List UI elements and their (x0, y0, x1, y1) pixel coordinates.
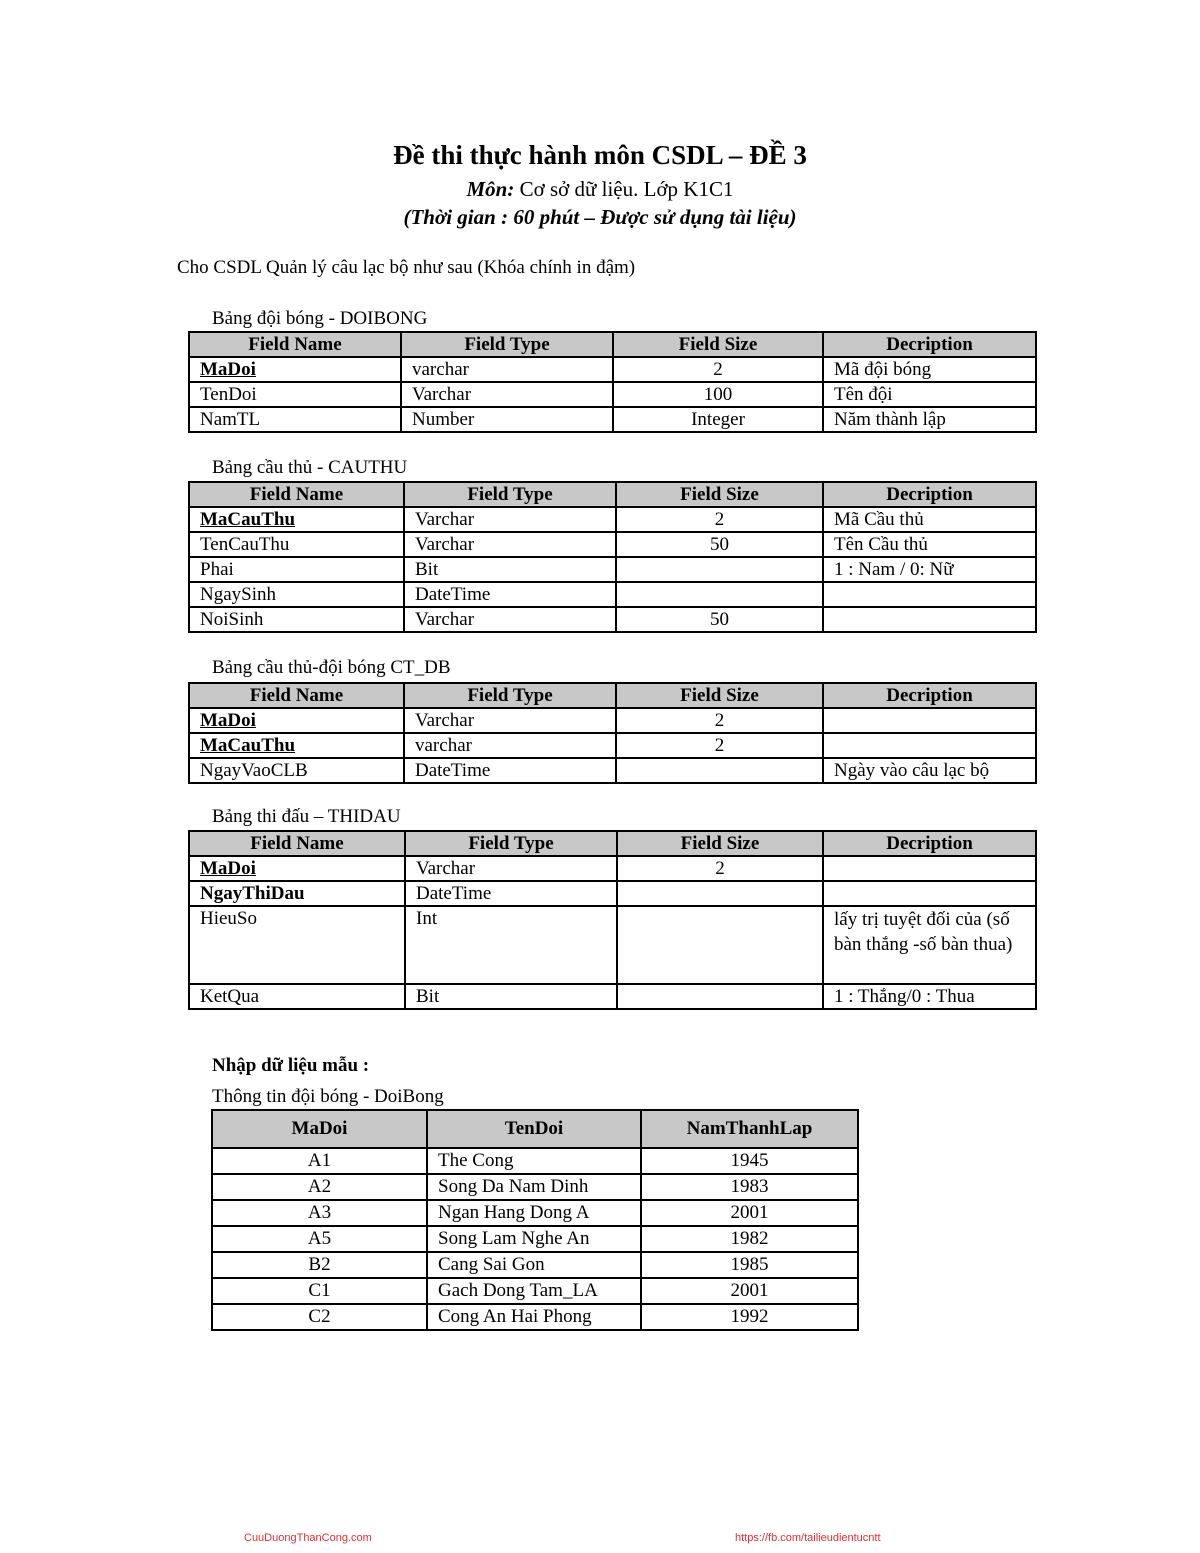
column-header: Field Type (404, 482, 616, 507)
field-size: 2 (616, 733, 823, 758)
field-description (823, 881, 1036, 906)
field-type: Varchar (404, 532, 616, 557)
column-header: Field Type (405, 831, 617, 856)
table-row (189, 881, 1036, 906)
field-name: MaCauThu (189, 733, 404, 758)
table-row (212, 1148, 858, 1174)
field-description: Mã Cầu thủ (823, 507, 1036, 532)
table-row (189, 557, 1036, 582)
field-type: Bit (404, 557, 616, 582)
team-name: Gach Dong Tam_LA (427, 1278, 641, 1304)
table-row (189, 708, 1036, 733)
field-size: 2 (616, 708, 823, 733)
field-type: Number (401, 407, 613, 432)
column-header: Decription (823, 831, 1036, 856)
schema-table-cauthu (188, 481, 1037, 633)
header-row (212, 1110, 858, 1148)
intro-text: Cho CSDL Quản lý câu lạc bộ như sau (Khóa chính in đậm) (177, 257, 636, 278)
team-code: A2 (212, 1174, 427, 1200)
founded-year: 2001 (641, 1278, 858, 1304)
field-description: 1 : Thắng/0 : Thua (823, 984, 1036, 1009)
header-row (189, 332, 1036, 357)
field-description: Tên đội (823, 382, 1036, 407)
column-header: Field Name (189, 332, 401, 357)
table-row (189, 758, 1036, 783)
field-description: 1 : Nam / 0: Nữ (823, 557, 1036, 582)
field-name: HieuSo (189, 906, 405, 984)
team-code: B2 (212, 1252, 427, 1278)
field-name: Phai (189, 557, 404, 582)
field-description (823, 607, 1036, 632)
field-size: Integer (613, 407, 823, 432)
field-size: 100 (613, 382, 823, 407)
field-size: 2 (613, 357, 823, 382)
field-size: 50 (616, 607, 823, 632)
team-code: A3 (212, 1200, 427, 1226)
column-header: Field Type (401, 332, 613, 357)
team-code: A1 (212, 1148, 427, 1174)
field-type: Varchar (404, 708, 616, 733)
column-header: NamThanhLap (641, 1110, 858, 1148)
field-name: MaCauThu (189, 507, 404, 532)
founded-year: 1982 (641, 1226, 858, 1252)
column-header: Field Size (616, 683, 823, 708)
field-name: NgaySinh (189, 582, 404, 607)
table-row (189, 733, 1036, 758)
header-row (189, 482, 1036, 507)
field-name: TenCauThu (189, 532, 404, 557)
team-code: C1 (212, 1278, 427, 1304)
subtitle (0, 177, 1200, 202)
column-header: Decription (823, 332, 1036, 357)
team-name: Song Lam Nghe An (427, 1226, 641, 1252)
sample-table-doibong (211, 1109, 859, 1331)
field-type: varchar (401, 357, 613, 382)
table-caption-doibong: Bảng đội bóng - DOIBONG (212, 308, 428, 329)
column-header: TenDoi (427, 1110, 641, 1148)
table-caption-thidau: Bảng thi đấu – THIDAU (212, 806, 401, 827)
field-description: Ngày vào câu lạc bộ (823, 758, 1036, 783)
table-row (212, 1174, 858, 1200)
header-row (189, 831, 1036, 856)
footer-right-link[interactable]: https://fb.com/tailieudientucntt (735, 1532, 881, 1544)
table-caption-ct-db: Bảng cầu thủ-đội bóng CT_DB (212, 657, 451, 678)
column-header: Field Name (189, 831, 405, 856)
field-name: TenDoi (189, 382, 401, 407)
column-header: MaDoi (212, 1110, 427, 1148)
table-row (189, 357, 1036, 382)
column-header: Decription (823, 683, 1036, 708)
column-header: Field Size (617, 831, 823, 856)
header-row (189, 683, 1036, 708)
field-type: Varchar (404, 607, 616, 632)
subject-text: Cơ sở dữ liệu. Lớp K1C1 (514, 177, 734, 201)
team-code: A5 (212, 1226, 427, 1252)
subject-label: Môn: (466, 177, 515, 201)
field-size: 2 (617, 856, 823, 881)
field-size (617, 881, 823, 906)
schema-table-thidau (188, 830, 1037, 1010)
table-row (189, 507, 1036, 532)
field-description: Năm thành lập (823, 407, 1036, 432)
field-name: MaDoi (189, 856, 405, 881)
field-size (617, 984, 823, 1009)
field-type: DateTime (404, 758, 616, 783)
founded-year: 2001 (641, 1200, 858, 1226)
field-name: MaDoi (189, 708, 404, 733)
field-name: NgayVaoCLB (189, 758, 404, 783)
field-size (616, 582, 823, 607)
field-description (823, 856, 1036, 881)
table-row (212, 1252, 858, 1278)
team-name: Cong An Hai Phong (427, 1304, 641, 1330)
field-description (823, 708, 1036, 733)
field-size (616, 758, 823, 783)
field-size (617, 906, 823, 984)
field-type: Int (405, 906, 617, 984)
column-header: Field Name (189, 683, 404, 708)
table-row (189, 984, 1036, 1009)
founded-year: 1992 (641, 1304, 858, 1330)
column-header: Field Size (613, 332, 823, 357)
team-name: The Cong (427, 1148, 641, 1174)
field-size: 2 (616, 507, 823, 532)
column-header: Field Type (404, 683, 616, 708)
field-type: Varchar (405, 856, 617, 881)
field-type: varchar (404, 733, 616, 758)
table-row (189, 532, 1036, 557)
team-name: Ngan Hang Dong A (427, 1200, 641, 1226)
field-size (616, 557, 823, 582)
field-description (823, 733, 1036, 758)
table-row (189, 407, 1036, 432)
schema-table-doibong (188, 331, 1037, 433)
founded-year: 1985 (641, 1252, 858, 1278)
table-row (189, 582, 1036, 607)
table-row (212, 1200, 858, 1226)
table-row (189, 906, 1036, 984)
field-type: Varchar (401, 382, 613, 407)
field-size: 50 (616, 532, 823, 557)
field-name: NamTL (189, 407, 401, 432)
footer-left-text: CuuDuongThanCong.com (244, 1532, 372, 1544)
field-type: DateTime (404, 582, 616, 607)
column-header: Field Size (616, 482, 823, 507)
column-header: Decription (823, 482, 1036, 507)
field-description (823, 582, 1036, 607)
table-row (212, 1304, 858, 1330)
table-row (189, 856, 1036, 881)
column-header: Field Name (189, 482, 404, 507)
field-description: lấy trị tuyệt đối của (số bàn thắng -số bàn thua) (823, 906, 1036, 984)
team-name: Cang Sai Gon (427, 1252, 641, 1278)
field-type: DateTime (405, 881, 617, 906)
field-name: MaDoi (189, 357, 401, 382)
field-name: NoiSinh (189, 607, 404, 632)
field-name: KetQua (189, 984, 405, 1009)
sample-table-caption: Thông tin đội bóng - DoiBong (212, 1086, 444, 1107)
table-row (189, 607, 1036, 632)
field-description: Tên Cầu thủ (823, 532, 1036, 557)
founded-year: 1983 (641, 1174, 858, 1200)
field-description: Mã đội bóng (823, 357, 1036, 382)
schema-table-ct-db (188, 682, 1037, 784)
field-name: NgayThiDau (189, 881, 405, 906)
table-row (189, 382, 1036, 407)
team-name: Song Da Nam Dinh (427, 1174, 641, 1200)
table-caption-cauthu: Bảng cầu thủ - CAUTHU (212, 457, 408, 478)
page-title: Đề thi thực hành môn CSDL – ĐỀ 3 (393, 140, 807, 170)
time-note: (Thời gian : 60 phút – Được sử dụng tài liệu) (403, 205, 797, 229)
sample-data-heading: Nhập dữ liệu mẫu : (212, 1055, 370, 1076)
table-row (212, 1278, 858, 1304)
field-type: Varchar (404, 507, 616, 532)
founded-year: 1945 (641, 1148, 858, 1174)
table-row (212, 1226, 858, 1252)
team-code: C2 (212, 1304, 427, 1330)
field-type: Bit (405, 984, 617, 1009)
